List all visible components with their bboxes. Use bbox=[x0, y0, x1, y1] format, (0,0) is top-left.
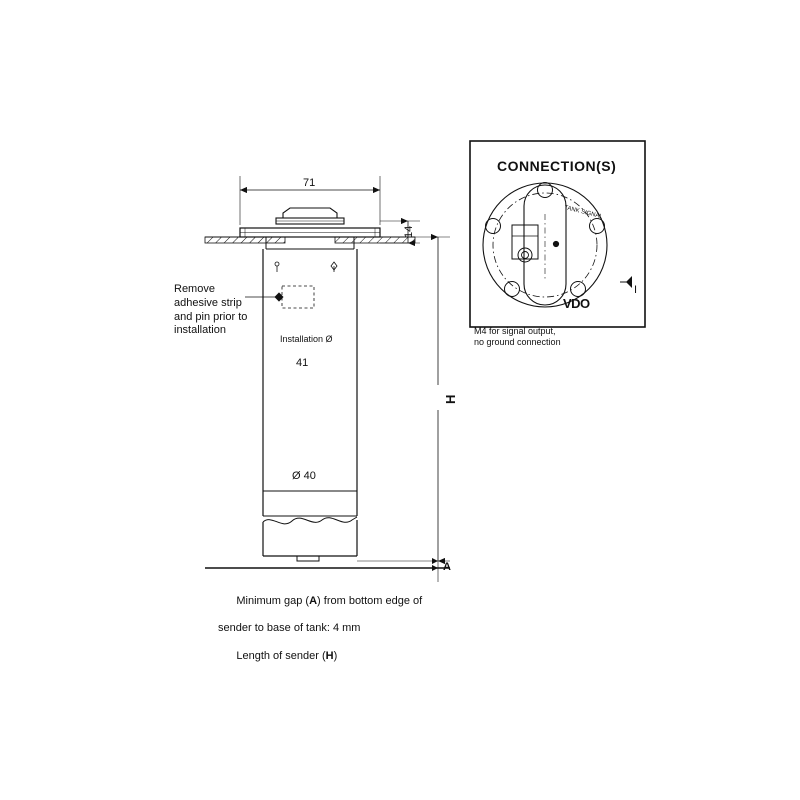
gap-note-symbol: A bbox=[309, 594, 318, 607]
terminal-signal-label: TANK SIGNAL bbox=[563, 205, 604, 221]
gap-note-pre: Minimum gap ( bbox=[236, 594, 310, 607]
bottom-notes bbox=[218, 581, 422, 677]
adhesive-strip-line2: adhesive strip bbox=[174, 296, 242, 309]
connections-panel-title: CONNECTION(S) bbox=[497, 158, 617, 174]
dimension-flange-height: 14 bbox=[403, 225, 415, 238]
length-note-pre: Length of sender ( bbox=[236, 649, 326, 662]
installation-diameter-label: Installation Ø bbox=[280, 334, 333, 344]
gap-note-line2: sender to base of tank: 4 mm bbox=[218, 622, 361, 635]
gap-note-post: ) from bottom edge of bbox=[317, 594, 423, 607]
gap-symbol-A: A bbox=[443, 561, 451, 573]
installation-diameter-value: 41 bbox=[296, 357, 309, 369]
length-note-symbol: H bbox=[325, 649, 334, 662]
length-symbol-H: H bbox=[443, 394, 458, 404]
adhesive-strip-line4: installation bbox=[174, 324, 226, 337]
connection-footnote-line1: M4 for signal output, bbox=[474, 326, 556, 336]
adhesive-strip-line3: and pin prior to bbox=[174, 310, 248, 323]
dimension-flange-width: 71 bbox=[303, 177, 316, 189]
length-note-post: ) bbox=[333, 649, 338, 662]
adhesive-strip-callout bbox=[174, 283, 247, 338]
tube-diameter-label: Ø 40 bbox=[292, 470, 316, 482]
section-mark-label: I bbox=[634, 284, 638, 296]
connection-footnote-line2: no ground connection bbox=[474, 337, 561, 348]
connection-footnote bbox=[474, 326, 561, 349]
adhesive-strip-line1: Remove bbox=[174, 283, 215, 295]
brand-logo-vdo: VDO bbox=[563, 296, 590, 311]
